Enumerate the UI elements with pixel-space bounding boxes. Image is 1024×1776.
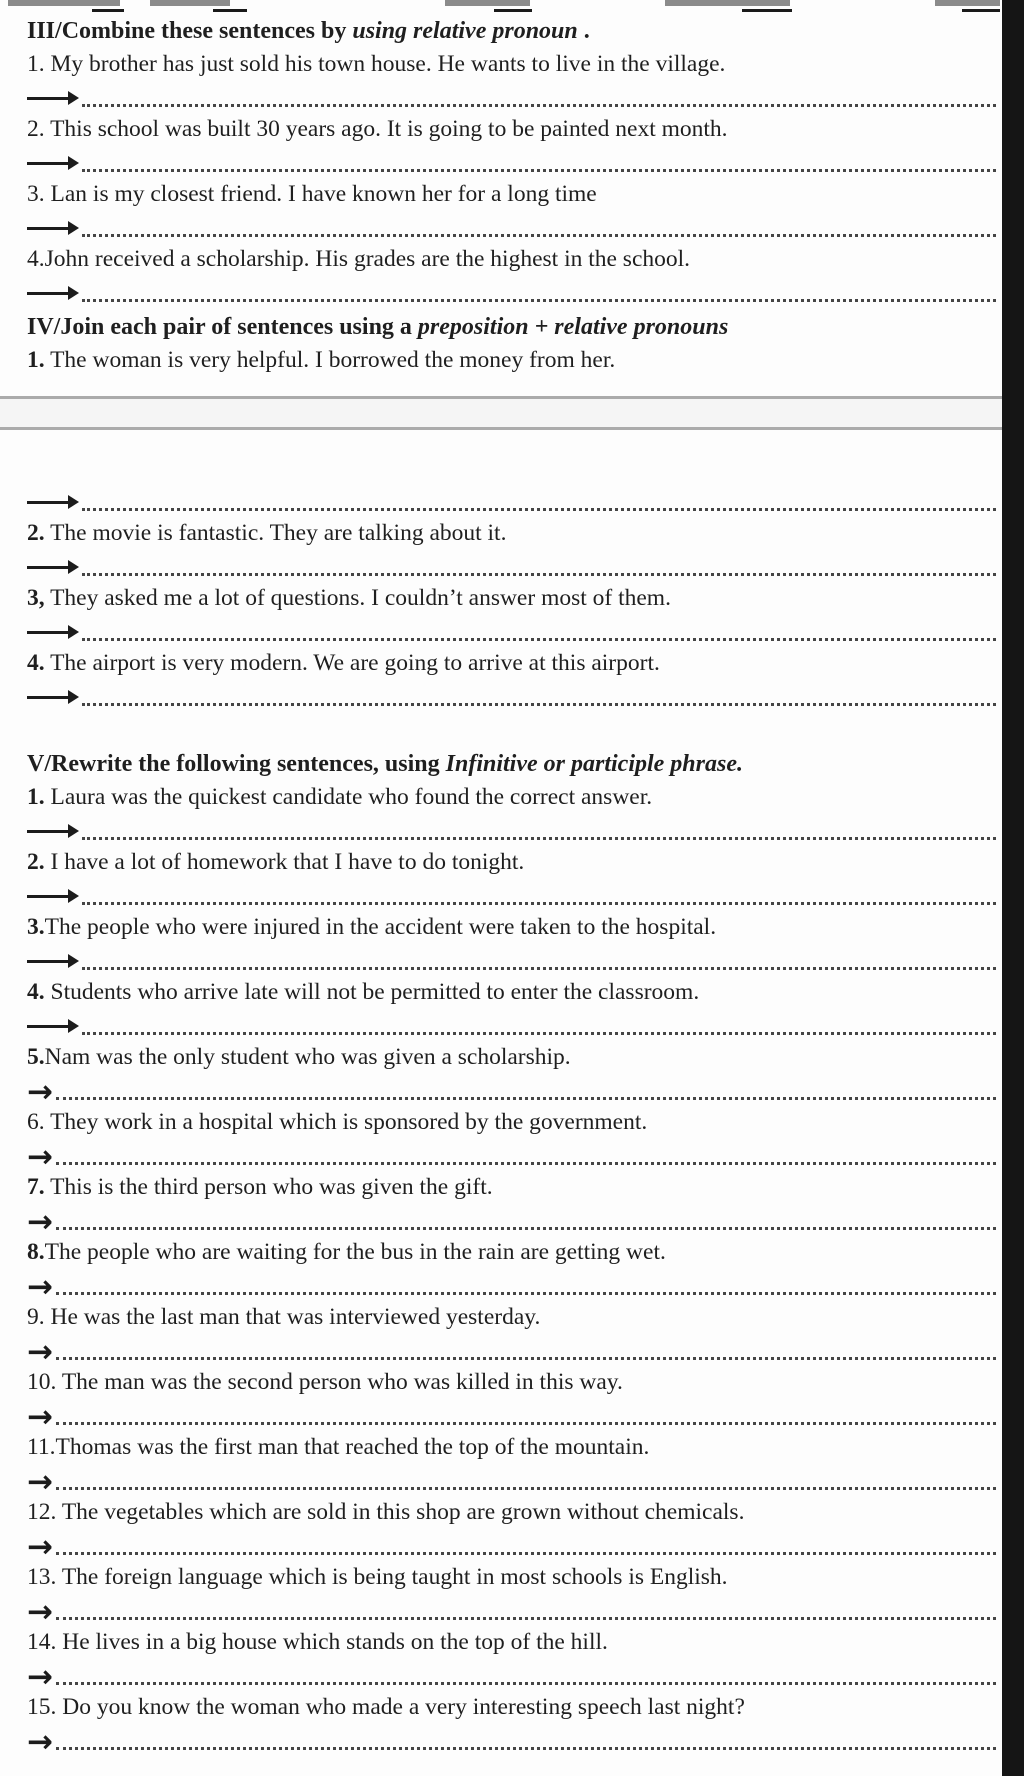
cutoff-fragment [8, 0, 120, 6]
cutoff-underline [213, 9, 247, 12]
exercise-item [27, 345, 996, 518]
exercise-item [27, 1042, 996, 1110]
exercise-item [27, 1562, 996, 1630]
answer-line [27, 484, 996, 518]
dotted-answer-blank [56, 1227, 996, 1230]
item-number: 3. [27, 181, 45, 207]
item-number: 11. [27, 1434, 56, 1460]
item-text: This school was built 30 years ago. It is going to be painted next month. [44, 116, 728, 142]
exercise-item [27, 847, 996, 912]
item-number: 4. [27, 246, 45, 272]
question-line [27, 49, 996, 80]
answer-line [27, 210, 996, 244]
exercise-item [27, 518, 996, 583]
answer-line [27, 813, 996, 847]
item-number: 1. [27, 51, 45, 77]
answer-line [27, 1138, 996, 1175]
dotted-answer-blank [56, 1292, 996, 1295]
arrow-right-icon [27, 952, 79, 972]
arrow-right-icon [27, 623, 79, 643]
question-line [27, 1237, 996, 1268]
dotted-answer-blank [82, 638, 996, 641]
item-text: They asked me a lot of questions. I couldn’t answer most of them. [44, 585, 671, 611]
question-line [27, 977, 996, 1008]
item-number: 14. [27, 1629, 57, 1655]
arrow-right-icon [27, 822, 79, 842]
item-text: The foreign language which is being taught in most schools is English. [56, 1564, 728, 1590]
item-number: 9. [27, 1304, 45, 1330]
dotted-answer-blank [82, 967, 996, 970]
section-v [27, 749, 996, 1760]
arrow-right-icon: → [27, 1464, 53, 1500]
item-number: 3, [27, 585, 45, 611]
exercise-item [27, 583, 996, 648]
answer-line [27, 679, 996, 713]
answer-line [27, 1463, 996, 1500]
heading-emphasis: using relative pronoun [352, 18, 578, 44]
heading-text: IV/Join each pair of sentences using a [27, 314, 418, 340]
question-line [27, 847, 996, 878]
item-number: 13. [27, 1564, 57, 1590]
item-number: 12. [27, 1499, 57, 1525]
question-line [27, 1432, 996, 1463]
item-number: 2. [27, 520, 45, 546]
question-line [27, 583, 996, 614]
heading-text: III/Combine these sentences by [27, 18, 353, 44]
arrow-right-icon [27, 89, 79, 109]
answer-line [27, 1008, 996, 1042]
arrow-right-icon: → [27, 1659, 53, 1695]
item-text: Laura was the quickest candidate who found the correct answer. [44, 784, 653, 810]
cutoff-underline [962, 9, 1000, 12]
dotted-answer-blank [82, 234, 996, 237]
scan-edge-strip [1002, 0, 1024, 1776]
question-line [27, 518, 996, 549]
cutoff-fragment [150, 0, 230, 6]
item-number: 15. [27, 1694, 57, 1720]
answer-line [27, 80, 996, 114]
item-text: The vegetables which are sold in this shop are grown without chemicals. [56, 1499, 745, 1525]
exercise-item [27, 114, 996, 179]
exercise-item [27, 49, 996, 114]
question-line [27, 1302, 996, 1333]
cutoff-fragment [935, 0, 1000, 6]
dotted-answer-blank [82, 902, 996, 905]
question-line [27, 1627, 996, 1658]
arrow-right-icon: → [27, 1594, 53, 1630]
item-number: 1. [27, 347, 45, 373]
exercise-item [27, 179, 996, 244]
answer-line [27, 1268, 996, 1305]
item-text: Lan is my closest friend. I have known her for a long time [44, 181, 597, 207]
cutoff-fragment [445, 0, 530, 6]
dotted-answer-blank [56, 1747, 996, 1750]
cutoff-underline [742, 9, 792, 12]
arrow-right-icon [27, 154, 79, 174]
arrow-right-icon [27, 493, 79, 513]
heading-text: V/Rewrite the following sentences, using [27, 751, 446, 777]
answer-line [27, 1658, 996, 1695]
section-iii [27, 16, 996, 309]
question-line [27, 1042, 996, 1073]
item-text: The people who were injured in the accident were taken to the hospital. [44, 914, 717, 940]
section-iii-heading [27, 16, 996, 47]
answer-line [27, 943, 996, 977]
dotted-answer-blank [82, 1032, 996, 1035]
arrow-right-icon: → [27, 1204, 53, 1240]
arrow-right-icon [27, 688, 79, 708]
answer-line [27, 275, 996, 309]
item-text: I have a lot of homework that I have to do tonight. [44, 849, 525, 875]
dotted-answer-blank [56, 1357, 996, 1360]
item-text: Students who arrive late will not be permitted to enter the classroom. [44, 979, 700, 1005]
arrow-right-icon: → [27, 1399, 53, 1435]
item-text: The movie is fantastic. They are talking about it. [44, 520, 507, 546]
heading-emphasis: Infinitive or participle phrase. [445, 751, 743, 777]
answer-line [27, 549, 996, 583]
dotted-answer-blank [82, 104, 996, 107]
answer-line [27, 614, 996, 648]
item-number: 6. [27, 1109, 45, 1135]
exercise-item [27, 1497, 996, 1565]
item-number: 10. [27, 1369, 57, 1395]
question-line [27, 179, 996, 210]
section-v-heading [27, 749, 996, 780]
arrow-right-icon: → [27, 1724, 53, 1760]
answer-line [27, 145, 996, 179]
answer-line [27, 1398, 996, 1435]
page-break-band [0, 396, 1002, 430]
dotted-answer-blank [82, 573, 996, 576]
arrow-right-icon [27, 558, 79, 578]
item-text: The airport is very modern. We are going to arrive at this airport. [44, 650, 660, 676]
exercise-item [27, 977, 996, 1042]
item-text: Thomas was the first man that reached the top of the mountain. [55, 1434, 650, 1460]
dotted-answer-blank [82, 169, 996, 172]
arrow-right-icon: → [27, 1269, 53, 1305]
dotted-answer-blank [82, 299, 996, 302]
heading-emphasis: preposition + relative pronouns [417, 314, 729, 340]
question-line [27, 114, 996, 145]
item-number: 2. [27, 116, 45, 142]
item-number: 7. [27, 1174, 45, 1200]
arrow-right-icon: → [27, 1334, 53, 1370]
arrow-right-icon: → [27, 1529, 53, 1565]
section-iv-heading [27, 312, 996, 343]
arrow-right-icon: → [27, 1074, 53, 1110]
question-line [27, 1497, 996, 1528]
exercise-item [27, 1432, 996, 1500]
exercise-item [27, 1367, 996, 1435]
exercise-item [27, 1627, 996, 1695]
item-text: Do you know the woman who made a very interesting speech last night? [56, 1694, 745, 1720]
exercise-item [27, 912, 996, 977]
question-line [27, 782, 996, 813]
heading-text: . [577, 18, 590, 44]
dotted-answer-blank [82, 703, 996, 706]
question-line [27, 1692, 996, 1723]
question-line [27, 1562, 996, 1593]
item-number: 3. [27, 914, 45, 940]
item-text: Nam was the only student who was given a scholarship. [44, 1044, 571, 1070]
item-text: John received a scholarship. His grades are the highest in the school. [44, 246, 691, 272]
dotted-answer-blank [56, 1097, 996, 1100]
dotted-answer-blank [56, 1552, 996, 1555]
arrow-right-icon [27, 1017, 79, 1037]
item-number: 4. [27, 979, 45, 1005]
item-text: They work in a hospital which is sponsored by the government. [44, 1109, 648, 1135]
question-line [27, 345, 996, 376]
answer-line [27, 1723, 996, 1760]
answer-line [27, 1528, 996, 1565]
answer-line [27, 878, 996, 912]
arrow-right-icon [27, 887, 79, 907]
cutoff-underline [92, 9, 124, 12]
item-text: The man was the second person who was killed in this way. [56, 1369, 623, 1395]
cutoff-text-strip [0, 0, 1002, 13]
exercise-item [27, 1302, 996, 1370]
question-line [27, 912, 996, 943]
item-text: This is the third person who was given the gift. [44, 1174, 493, 1200]
arrow-right-icon [27, 219, 79, 239]
item-number: 2. [27, 849, 45, 875]
exercise-item [27, 244, 996, 309]
question-line [27, 1172, 996, 1203]
dotted-answer-blank [56, 1162, 996, 1165]
question-line [27, 244, 996, 275]
exercise-item [27, 1107, 996, 1175]
dotted-answer-blank [56, 1682, 996, 1685]
cutoff-fragment [665, 0, 790, 6]
item-number: 1. [27, 784, 45, 810]
exercise-item [27, 1172, 996, 1240]
item-number: 8. [27, 1239, 45, 1265]
answer-line [27, 1073, 996, 1110]
item-number: 4. [27, 650, 45, 676]
answer-line [27, 1203, 996, 1240]
dotted-answer-blank [56, 1422, 996, 1425]
section-iv [27, 312, 996, 713]
exercise-item [27, 648, 996, 713]
item-text: He was the last man that was interviewed yesterday. [44, 1304, 541, 1330]
answer-line [27, 1333, 996, 1370]
item-text: The people who are waiting for the bus in the rain are getting wet. [44, 1239, 666, 1265]
dotted-answer-blank [82, 508, 996, 511]
dotted-answer-blank [56, 1617, 996, 1620]
question-line [27, 648, 996, 679]
question-line [27, 1107, 996, 1138]
item-number: 5. [27, 1044, 45, 1070]
item-text: He lives in a big house which stands on the top of the hill. [56, 1629, 608, 1655]
cutoff-underline [494, 9, 532, 12]
arrow-right-icon [27, 284, 79, 304]
answer-line [27, 1593, 996, 1630]
dotted-answer-blank [82, 837, 996, 840]
exercise-item [27, 1237, 996, 1305]
arrow-right-icon: → [27, 1139, 53, 1175]
exercise-item [27, 1692, 996, 1760]
dotted-answer-blank [56, 1487, 996, 1490]
exercise-item [27, 782, 996, 847]
question-line [27, 1367, 996, 1398]
item-text: The woman is very helpful. I borrowed the money from her. [44, 347, 616, 373]
item-text: My brother has just sold his town house. He wants to live in the village. [44, 51, 726, 77]
